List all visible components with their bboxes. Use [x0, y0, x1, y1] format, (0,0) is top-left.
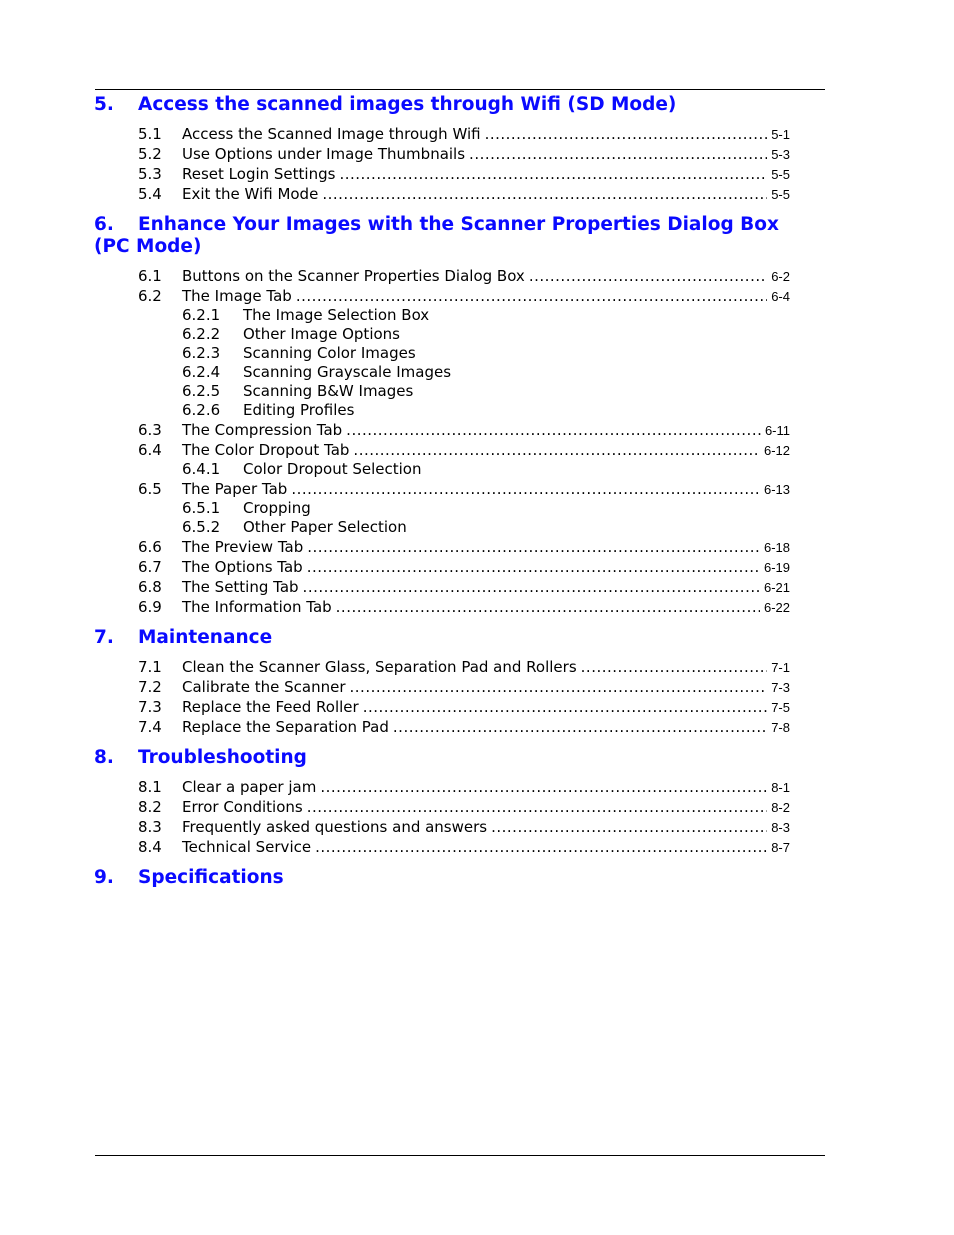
entry-number: 7.1 [138, 658, 162, 676]
entry-title: Technical Service [182, 838, 312, 856]
page-number: 7-8 [771, 720, 790, 735]
dot-leader [336, 597, 760, 617]
toc-subentry[interactable] [94, 325, 790, 344]
entry-title: Replace the Separation Pad [182, 718, 389, 736]
toc-subentry[interactable] [94, 344, 790, 363]
page-number: 7-3 [771, 680, 790, 695]
dot-leader [339, 164, 767, 184]
page-number: 8-7 [771, 840, 790, 855]
subentry-number: 6.2.3 [182, 344, 221, 362]
page-number: 8-3 [771, 820, 790, 835]
chapter-title: Troubleshooting [138, 747, 307, 768]
dot-leader [291, 479, 760, 499]
chapter-number: 8. [94, 747, 114, 768]
toc-subentry[interactable] [94, 363, 790, 382]
subentry-title: Scanning Grayscale Images [243, 363, 452, 381]
entry-number: 8.3 [138, 818, 162, 836]
dot-leader [581, 657, 768, 677]
entry-number: 6.9 [138, 598, 162, 616]
page-number: 6-2 [771, 269, 790, 284]
toc-entry[interactable] [94, 266, 790, 286]
entry-title: Exit the Wifi Mode [182, 185, 319, 203]
entry-number: 5.3 [138, 165, 162, 183]
subentry-title: Editing Profiles [243, 401, 355, 419]
page-number: 5-5 [771, 187, 790, 202]
dot-leader [485, 124, 768, 144]
subentry-title: Cropping [243, 499, 311, 517]
toc-entry[interactable] [94, 557, 790, 577]
chapter-heading[interactable] [94, 627, 790, 649]
entry-title: Reset Login Settings [182, 165, 336, 183]
page-number: 5-1 [771, 127, 790, 142]
chapter-heading[interactable] [94, 214, 790, 258]
toc-entry[interactable] [94, 657, 790, 677]
entry-title: The Preview Tab [182, 538, 304, 556]
subentry-number: 6.4.1 [182, 460, 221, 478]
entry-number: 7.4 [138, 718, 162, 736]
chapter-number: 5. [94, 94, 114, 115]
entry-title: Access the Scanned Image through Wifi [182, 125, 481, 143]
entry-title: Clean the Scanner Glass, Separation Pad and Rollers [182, 658, 577, 676]
toc-subentry[interactable] [94, 518, 790, 537]
subentry-title: Other Image Options [243, 325, 400, 343]
chapter-title: Enhance Your Images with the Scanner Properties Dialog Box (PC Mode) [94, 214, 779, 257]
dot-leader [529, 266, 767, 286]
chapter-title: Specifications [138, 867, 284, 888]
toc-entry[interactable] [94, 164, 790, 184]
entry-number: 8.1 [138, 778, 162, 796]
toc-subentry[interactable] [94, 499, 790, 518]
chapter-heading[interactable] [94, 747, 790, 769]
subentry-number: 6.2.6 [182, 401, 221, 419]
entry-title: Clear a paper jam [182, 778, 317, 796]
entry-title: The Information Tab [182, 598, 332, 616]
entry-number: 6.5 [138, 480, 162, 498]
page-number: 6-4 [771, 289, 790, 304]
subentry-title: Color Dropout Selection [243, 460, 422, 478]
subentry-title: The Image Selection Box [243, 306, 430, 324]
page-number: 7-5 [771, 700, 790, 715]
page-number: 6-11 [764, 423, 790, 438]
subentry-number: 6.2.4 [182, 363, 221, 381]
toc-subentry[interactable] [94, 401, 790, 420]
toc-entry[interactable] [94, 677, 790, 697]
dot-leader [491, 817, 767, 837]
chapter-number: 6. [94, 214, 114, 235]
entry-number: 5.2 [138, 145, 162, 163]
entry-title: Replace the Feed Roller [182, 698, 359, 716]
toc-subentry[interactable] [94, 460, 790, 479]
dot-leader [363, 697, 768, 717]
dot-leader [296, 286, 767, 306]
dot-leader [315, 837, 767, 857]
entry-number: 6.7 [138, 558, 162, 576]
page-number: 5-3 [771, 147, 790, 162]
chapter-heading[interactable] [94, 867, 790, 889]
toc-entry[interactable] [94, 537, 790, 557]
toc-subentry[interactable] [94, 382, 790, 401]
subentry-title: Scanning Color Images [243, 344, 416, 362]
entry-number: 5.4 [138, 185, 162, 203]
page-number: 6-22 [763, 600, 790, 615]
toc-entry[interactable] [94, 479, 790, 499]
entry-title: Calibrate the Scanner [182, 678, 346, 696]
chapter-title: Maintenance [138, 627, 273, 648]
page-number: 6-13 [763, 482, 790, 497]
entry-title: The Setting Tab [182, 578, 299, 596]
entry-number: 6.2 [138, 287, 162, 305]
toc-entry[interactable] [94, 440, 790, 460]
toc-entry[interactable] [94, 420, 790, 440]
toc-subentry[interactable] [94, 306, 790, 325]
toc-entry[interactable] [94, 124, 790, 144]
table-of-contents [94, 94, 790, 897]
dot-leader [346, 420, 761, 440]
dot-leader [322, 184, 767, 204]
dot-leader [320, 777, 767, 797]
subentry-number: 6.5.2 [182, 518, 221, 536]
entry-number: 8.2 [138, 798, 162, 816]
entry-number: 8.4 [138, 838, 162, 856]
page-number: 6-18 [763, 540, 790, 555]
toc-entry[interactable] [94, 144, 790, 164]
entry-number: 6.1 [138, 267, 162, 285]
toc-entry[interactable] [94, 837, 790, 857]
toc-entry[interactable] [94, 717, 790, 737]
subentry-number: 6.2.5 [182, 382, 221, 400]
page-number: 6-21 [763, 580, 790, 595]
page-number: 6-19 [763, 560, 790, 575]
entry-title: Use Options under Image Thumbnails [182, 145, 466, 163]
entry-title: Frequently asked questions and answers [182, 818, 488, 836]
entry-title: The Paper Tab [182, 480, 288, 498]
dot-leader [393, 717, 767, 737]
toc-entry[interactable] [94, 577, 790, 597]
entry-number: 7.3 [138, 698, 162, 716]
toc-entry[interactable] [94, 286, 790, 306]
entry-title: The Color Dropout Tab [182, 441, 350, 459]
dot-leader [307, 537, 760, 557]
dot-leader [307, 797, 767, 817]
page-number: 8-1 [771, 780, 790, 795]
toc-entry[interactable] [94, 184, 790, 204]
entry-title: The Options Tab [182, 558, 303, 576]
entry-number: 7.2 [138, 678, 162, 696]
chapter-number: 9. [94, 867, 114, 888]
entry-title: The Compression Tab [182, 421, 343, 439]
entry-title: Error Conditions [182, 798, 303, 816]
chapter-number: 7. [94, 627, 114, 648]
dot-leader [353, 440, 760, 460]
dot-leader [303, 577, 760, 597]
subentry-title: Other Paper Selection [243, 518, 407, 536]
toc-entry[interactable] [94, 797, 790, 817]
entry-title: Buttons on the Scanner Properties Dialog Box [182, 267, 525, 285]
dot-leader [469, 144, 767, 164]
entry-number: 6.3 [138, 421, 162, 439]
entry-number: 6.4 [138, 441, 162, 459]
toc-entry[interactable] [94, 817, 790, 837]
entry-title: The Image Tab [182, 287, 292, 305]
chapter-heading[interactable] [94, 94, 790, 116]
subentry-number: 6.2.1 [182, 306, 221, 324]
footer-rule [95, 1155, 825, 1156]
page-number: 7-1 [771, 660, 790, 675]
subentry-title: Scanning B&W Images [243, 382, 414, 400]
page-number: 6-12 [763, 443, 790, 458]
subentry-number: 6.2.2 [182, 325, 221, 343]
page-number: 5-5 [771, 167, 790, 182]
toc-entry[interactable] [94, 777, 790, 797]
dot-leader [307, 557, 760, 577]
subentry-number: 6.5.1 [182, 499, 221, 517]
toc-entry[interactable] [94, 597, 790, 617]
header-rule [95, 89, 825, 90]
chapter-title: Access the scanned images through Wifi (SD Mode) [138, 94, 677, 115]
entry-number: 6.8 [138, 578, 162, 596]
dot-leader [350, 677, 768, 697]
entry-number: 5.1 [138, 125, 162, 143]
toc-entry[interactable] [94, 697, 790, 717]
page-number: 8-2 [771, 800, 790, 815]
entry-number: 6.6 [138, 538, 162, 556]
